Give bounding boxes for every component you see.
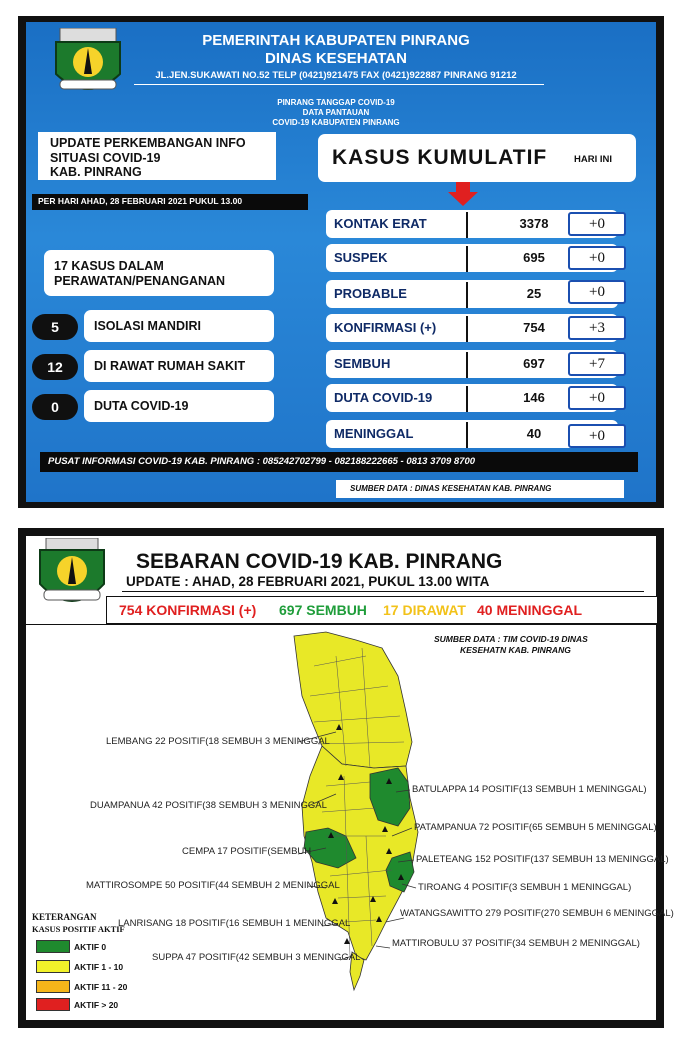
label-mattirosompe: MATTIROSOMPE 50 POSITIF(44 SEMBUH 2 MENINGGAL	[86, 880, 340, 891]
update-date-bar	[32, 194, 308, 210]
hari-ini-label: HARI INI	[574, 154, 612, 165]
label-watangsawitto: WATANGSAWITTO 279 POSITIF(270 SEMBUH 6 MENINGGAL)	[400, 908, 674, 919]
legend-title-2: KASUS POSITIF AKTIF	[32, 924, 125, 934]
address-text: JL.JEN.SUKAWATI NO.52 TELP (0421)921475 FAX (0421)922887 PINRANG 91212	[155, 70, 517, 81]
stat-increment-duta: +0	[568, 386, 626, 410]
label-lembang: LEMBANG 22 POSITIF(18 SEMBUH 3 MENINGGAL	[106, 736, 330, 747]
stat-increment-probable: +0	[568, 280, 626, 304]
label-patampanua: PATAMPANUA 72 POSITIF(65 SEMBUH 5 MENINGGAL)	[414, 822, 657, 833]
stat-value: 40	[526, 426, 542, 441]
map-region-north	[294, 632, 412, 768]
label-cempa: CEMPA 17 POSITIF(SEMBUH	[182, 846, 312, 857]
duta-box	[84, 390, 274, 422]
map-title: SEBARAN COVID-19 KAB. PINRANG	[136, 550, 503, 573]
summary-background	[26, 22, 656, 502]
stat-label: DUTA COVID-19	[334, 390, 433, 405]
address-underline	[134, 84, 544, 85]
rumah-sakit-box	[84, 350, 274, 382]
stat-divider	[466, 282, 468, 308]
subtitle-1: PINRANG TANGGAP COVID-19	[277, 98, 395, 107]
source-box	[336, 480, 624, 498]
update-line-2: SITUASI COVID-19	[50, 151, 161, 165]
map-source-2: KESEHATN KAB. PINRANG	[460, 645, 571, 655]
legend-label-aktif-1-10: AKTIF 1 - 10	[74, 962, 124, 972]
stat-label: PROBABLE	[334, 286, 407, 301]
stat-divider	[466, 246, 468, 272]
map-source-1: SUMBER DATA : TIM COVID-19 DINAS	[434, 634, 588, 644]
isolasi-label: ISOLASI MANDIRI	[94, 319, 201, 333]
contact-bar	[40, 452, 638, 472]
summary-sembuh: 697 SEMBUH	[279, 602, 367, 618]
pinrang-logo-icon	[46, 28, 130, 102]
rumah-sakit-count-badge: 12	[32, 354, 78, 380]
isolasi-count-badge: 5	[32, 314, 78, 340]
update-line-1: UPDATE PERKEMBANGAN INFO	[50, 136, 246, 150]
down-arrow-icon	[448, 182, 478, 206]
label-suppa: SUPPA 47 POSITIF(42 SEMBUH 3 MENINGGAL	[152, 952, 361, 963]
source-text: SUMBER DATA : DINAS KESEHATAN KAB. PINRANG	[350, 484, 552, 493]
stat-increment-konfirmasi: +3	[568, 316, 626, 340]
stat-increment-suspek: +0	[568, 246, 626, 270]
summary-dirawat: 17 DIRAWAT	[383, 602, 466, 618]
summary-konfirmasi: 754 KONFIRMASI (+)	[119, 602, 257, 618]
stat-label: SEMBUH	[334, 356, 391, 371]
label-batulappa: BATULAPPA 14 POSITIF(13 SEMBUH 1 MENINGGAL)	[412, 784, 647, 795]
stat-value: 697	[523, 356, 545, 371]
label-mattirobulu: MATTIROBULU 37 POSITIF(34 SEMBUH 2 MENINGGAL)	[392, 938, 640, 949]
legend-swatch-aktif-0	[36, 940, 70, 953]
care-line-1: 17 KASUS DALAM	[54, 259, 164, 273]
stat-divider	[466, 386, 468, 412]
label-paleteang: PALETEANG 152 POSITIF(137 SEMBUH 13 MENINGGAL)	[416, 854, 669, 865]
map-background	[26, 536, 674, 1020]
update-line-3: KAB. PINRANG	[50, 165, 142, 179]
stat-label: KONFIRMASI (+)	[334, 320, 437, 335]
stat-label: MENINGGAL	[334, 426, 414, 441]
map-update: UPDATE : AHAD, 28 FEBRUARI 2021, PUKUL 13.00 WITA	[126, 574, 490, 589]
legend-label-aktif-gt-20: AKTIF > 20	[74, 1000, 119, 1010]
stat-value: 754	[523, 320, 545, 335]
covid-map-panel	[18, 528, 674, 1028]
subtitle-2: DATA PANTAUAN	[302, 108, 370, 117]
label-lanrisang: LANRISANG 18 POSITIF(16 SEMBUH 1 MENINGGAL	[118, 918, 351, 929]
legend-swatch-aktif-11-20	[36, 980, 70, 993]
legend-label-aktif-0: AKTIF 0	[74, 942, 107, 952]
stat-increment-kontak-erat: +0	[568, 212, 626, 236]
duta-count-badge: 0	[32, 394, 78, 420]
label-tiroang: TIROANG 4 POSITIF(3 SEMBUH 1 MENINGGAL)	[418, 882, 632, 893]
legend-title-1: KETERANGAN	[32, 912, 97, 922]
update-date: PER HARI AHAD, 28 FEBRUARI 2021 PUKUL 13.00	[38, 196, 243, 206]
legend-swatch-aktif-1-10	[36, 960, 70, 973]
care-line-2: PERAWATAN/PENANGANAN	[54, 274, 226, 288]
legend-label-aktif-11-20: AKTIF 11 - 20	[74, 982, 128, 992]
stat-divider	[466, 422, 468, 448]
rumah-sakit-label: DI RAWAT RUMAH SAKIT	[94, 359, 246, 373]
stat-label: SUSPEK	[334, 250, 388, 265]
stat-value: 695	[523, 250, 545, 265]
stat-value: 25	[526, 286, 542, 301]
covid-summary-panel	[18, 16, 664, 508]
stat-increment-sembuh: +7	[568, 352, 626, 376]
stat-value: 3378	[519, 216, 549, 231]
stat-increment-meninggal: +0	[568, 424, 626, 448]
dept-title: DINAS KESEHATAN	[265, 50, 407, 67]
gov-title: PEMERINTAH KABUPATEN PINRANG	[202, 32, 470, 49]
stat-label: KONTAK ERAT	[334, 216, 427, 231]
label-duampanua: DUAMPANUA 42 POSITIF(38 SEMBUH 3 MENINGGAL	[90, 800, 327, 811]
duta-label: DUTA COVID-19	[94, 399, 189, 413]
kasus-kumulatif-box	[318, 134, 636, 182]
stat-divider	[466, 352, 468, 378]
stat-value: 146	[523, 390, 545, 405]
summary-meninggal: 40 MENINGGAL	[477, 602, 583, 618]
contact-text: PUSAT INFORMASI COVID-19 KAB. PINRANG : 085242702799 - 082188222665 - 0813 3709 8700	[48, 456, 476, 467]
subtitle-3: COVID-19 KABUPATEN PINRANG	[272, 118, 400, 127]
update-info-box	[38, 132, 276, 180]
kasus-title: KASUS KUMULATIF	[332, 146, 548, 169]
stat-divider	[466, 316, 468, 342]
care-box	[44, 250, 274, 296]
legend-swatch-aktif-gt-20	[36, 998, 70, 1011]
isolasi-box	[84, 310, 274, 342]
stat-divider	[466, 212, 468, 238]
